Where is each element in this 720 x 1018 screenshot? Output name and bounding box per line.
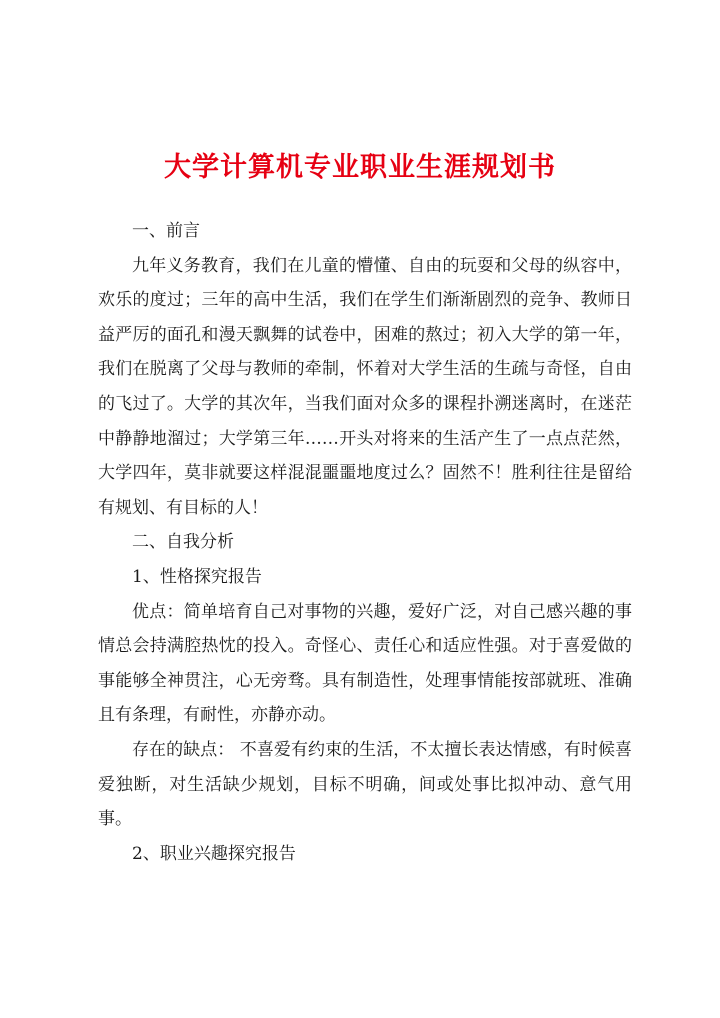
document-title: 大学计算机专业职业生涯规划书 <box>164 152 556 183</box>
paragraph-weaknesses: 存在的缺点： 不喜爱有约束的生活，不太擅长表达情感，有时候喜爱独断，对生活缺少规划，目标不明确，间或处事比拟冲动、意气用事。 <box>98 739 632 830</box>
subsection-heading-career-interest: 2、职业兴趣探究报告 <box>132 843 296 864</box>
document-body <box>98 214 632 871</box>
paragraph-strengths: 优点：简单培育自己对事物的兴趣，爱好广泛，对自己感兴趣的事情总会持满腔热忱的投入。奇怪心、责任心和适应性强。对于喜爱做的事能够全神贯注，心无旁骛。具有制造性，处理事情能按部就班、准确且有条理，有耐性，亦静亦动。 <box>98 601 632 726</box>
subsection-heading-personality: 1、性格探究报告 <box>132 566 262 587</box>
section-heading-preface: 一、前言 <box>132 221 200 241</box>
paragraph-preface-text: 九年义务教育，我们在儿童的懵懂、自由的玩耍和父母的纵容中，欢乐的度过；三年的高中生活，我们在学生们渐渐剧烈的竞争、教师日益严厉的面孔和漫天飘舞的试卷中，困难的熬过；初入大学的第一年，我们在脱离了父母与教师的牵制，怀着对大学生活的生疏与奇怪，自由的飞过了。大学的其次年，当我们面对众多的课程扑溯迷离时，在迷茫中静静地溜过；大学第三年……开头对将来的生活产生了一点点茫然，大学四年，莫非就要这样混混噩噩地度过么？固然不！胜利往往是留给有规划、有目标的人！ <box>98 255 632 518</box>
section-heading-self-analysis: 二、自我分析 <box>132 532 234 553</box>
